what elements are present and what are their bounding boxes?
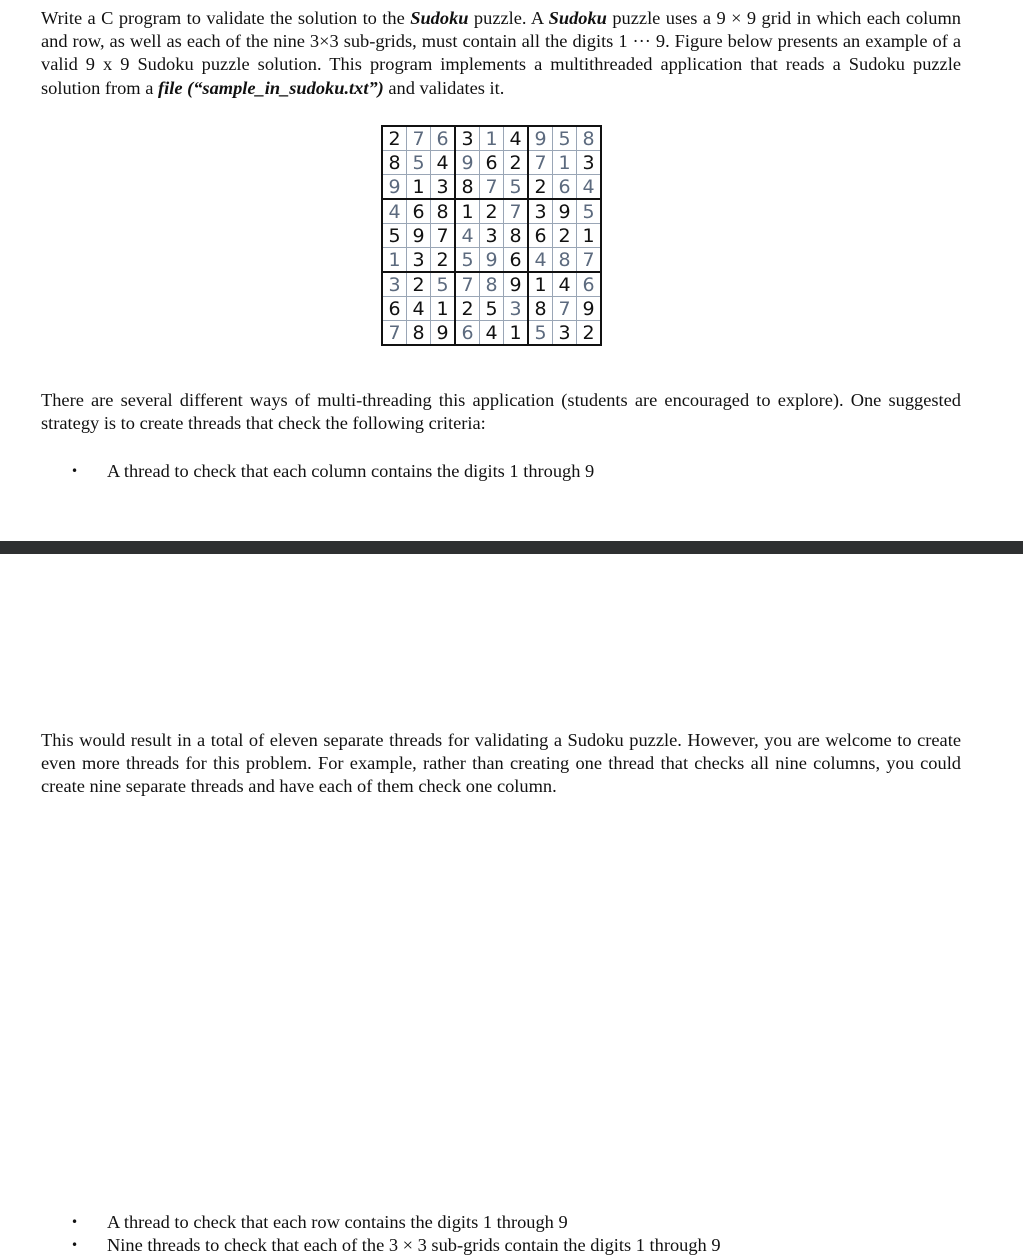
sudoku-cell: 8 [504,224,529,248]
sudoku-cell: 8 [431,199,456,224]
intro-text-4: and validates it. [383,77,505,98]
bullet-dot-icon: • [71,1215,79,1229]
criteria-list-item [0,1234,1023,1257]
sudoku-cell: 1 [407,175,431,200]
sudoku-cell: 2 [431,248,456,273]
sudoku-cell: 2 [577,321,602,346]
document-page-top [0,0,1023,541]
sudoku-cell: 1 [455,199,480,224]
sudoku-cell: 5 [577,199,602,224]
sudoku-cell: 6 [480,151,504,175]
sudoku-cell: 7 [577,248,602,273]
sudoku-cell: 4 [553,272,577,297]
criteria-list-bottom [0,1211,1023,1257]
sudoku-row [382,224,601,248]
sudoku-cell: 2 [528,175,553,200]
sudoku-cell: 1 [431,297,456,321]
sudoku-cell: 2 [382,126,407,151]
sudoku-cell: 6 [455,321,480,346]
sudoku-cell: 2 [407,272,431,297]
sudoku-cell: 5 [407,151,431,175]
sudoku-emphasis-1: Sudoku [410,8,469,28]
criteria-text: Nine threads to check that each of the 3 × 3 sub-grids contain the digits 1 through 9 [107,1235,721,1255]
criteria-list-item [0,460,1023,483]
sudoku-row [382,321,601,346]
sudoku-cell: 4 [528,248,553,273]
bullet-dot-icon: • [71,1238,79,1252]
sudoku-cell: 6 [577,272,602,297]
sudoku-cell: 7 [382,321,407,346]
sudoku-cell: 7 [455,272,480,297]
sudoku-cell: 4 [455,224,480,248]
sudoku-cell: 9 [407,224,431,248]
sudoku-cell: 5 [553,126,577,151]
sudoku-cell: 9 [382,175,407,200]
sudoku-cell: 4 [431,151,456,175]
intro-text-2: puzzle. A [468,8,549,28]
sudoku-emphasis-2: Sudoku [548,8,607,28]
sudoku-cell: 8 [528,297,553,321]
sudoku-cell: 7 [407,126,431,151]
sudoku-cell: 8 [382,151,407,175]
criteria-list-item [0,1211,1023,1234]
sudoku-cell: 6 [553,175,577,200]
sudoku-cell: 7 [553,297,577,321]
sudoku-cell: 4 [504,126,529,151]
sudoku-cell: 4 [382,199,407,224]
sudoku-cell: 7 [528,151,553,175]
sudoku-cell: 6 [431,126,456,151]
sudoku-cell: 6 [407,199,431,224]
sudoku-cell: 3 [553,321,577,346]
sudoku-cell: 1 [480,126,504,151]
sudoku-cell: 5 [431,272,456,297]
sudoku-cell: 5 [382,224,407,248]
sudoku-cell: 4 [407,297,431,321]
sudoku-cell: 7 [480,175,504,200]
sudoku-cell: 5 [528,321,553,346]
sudoku-cell: 5 [480,297,504,321]
intro-text-3: puzzle uses a 9 × 9 grid in which each column and row, as well as each of the nine 3×3 sub-grids, must contain all the digits 1 ··· 9. Figure below presents an example of a valid 9 x 9 Sudoku puzzle solution. This program implements a multithreaded application that reads a Sudoku puzzle solution from a [41,8,961,98]
sudoku-cell: 4 [480,321,504,346]
file-name-emphasis: file (“sample_in_sudoku.txt”) [157,77,384,98]
criteria-list-top [0,460,1023,483]
sudoku-row [382,126,601,151]
sudoku-cell: 3 [577,151,602,175]
sudoku-row [382,297,601,321]
sudoku-cell: 1 [528,272,553,297]
sudoku-cell: 6 [528,224,553,248]
sudoku-row [382,175,601,200]
sudoku-cell: 9 [577,297,602,321]
sudoku-cell: 8 [577,126,602,151]
sudoku-cell: 3 [382,272,407,297]
sudoku-cell: 6 [382,297,407,321]
sudoku-cell: 2 [553,224,577,248]
sudoku-cell: 9 [504,272,529,297]
sudoku-cell: 3 [455,126,480,151]
sudoku-cell: 6 [504,248,529,273]
sudoku-cell: 4 [577,175,602,200]
sudoku-cell: 1 [553,151,577,175]
sudoku-cell: 9 [431,321,456,346]
sudoku-cell: 8 [553,248,577,273]
strategy-paragraph: There are several different ways of multi-threading this application (students are encouraged to explore). One suggested strategy is to create threads that check the following criteria: [41,390,961,434]
sudoku-cell: 2 [455,297,480,321]
sudoku-cell: 3 [528,199,553,224]
sudoku-cell: 1 [577,224,602,248]
sudoku-grid [381,125,602,346]
sudoku-cell: 3 [504,297,529,321]
sudoku-row [382,272,601,297]
sudoku-cell: 2 [504,151,529,175]
sudoku-cell: 8 [480,272,504,297]
sudoku-cell: 1 [504,321,529,346]
sudoku-cell: 2 [480,199,504,224]
sudoku-cell: 8 [455,175,480,200]
page-separator [0,541,1023,554]
sudoku-cell: 1 [382,248,407,273]
sudoku-cell: 5 [504,175,529,200]
sudoku-cell: 3 [480,224,504,248]
sudoku-row [382,199,601,224]
intro-text-1: Write a C program to validate the solution to the [41,8,411,28]
total-threads-paragraph: This would result in a total of eleven separate threads for validating a Sudoku puzzle. However, you are welcome to create even more threads for this problem. For example, rather than creating one thread that checks all nine columns, you could create nine separate threads and have each of them check one column. [41,730,961,797]
criteria-text: A thread to check that each row contains the digits 1 through 9 [107,1212,568,1232]
criteria-text: A thread to check that each column contains the digits 1 through 9 [107,461,595,481]
sudoku-row [382,248,601,273]
bullet-dot-icon: • [71,464,79,478]
sudoku-cell: 8 [407,321,431,346]
sudoku-row [382,151,601,175]
sudoku-cell: 9 [553,199,577,224]
sudoku-cell: 7 [504,199,529,224]
sudoku-cell: 3 [431,175,456,200]
sudoku-cell: 7 [431,224,456,248]
sudoku-cell: 9 [528,126,553,151]
sudoku-cell: 5 [455,248,480,273]
intro-paragraph [41,7,961,100]
sudoku-cell: 9 [455,151,480,175]
sudoku-cell: 9 [480,248,504,273]
sudoku-cell: 3 [407,248,431,273]
